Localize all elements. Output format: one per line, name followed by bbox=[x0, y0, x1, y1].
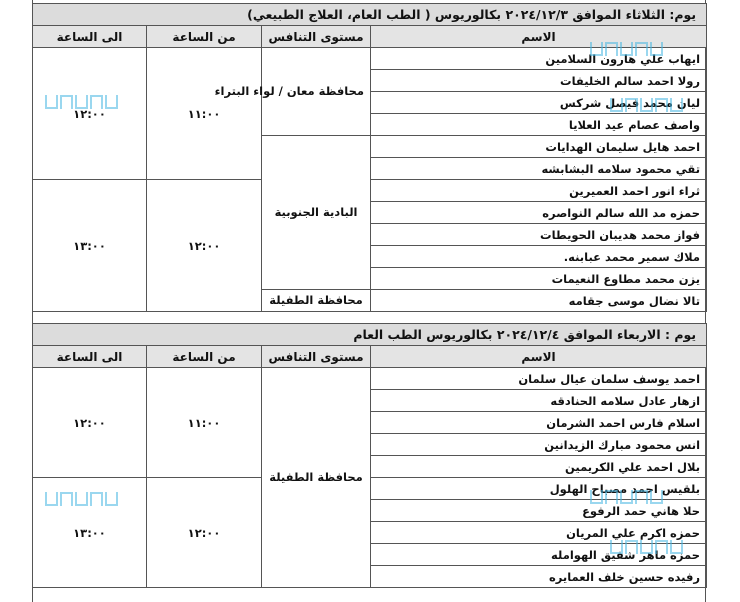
table-row: حمزه مد الله سالم النواصره bbox=[371, 202, 707, 224]
table-row: ازهار عادل سلامه الحنادقه bbox=[371, 390, 707, 412]
level-column-header: مستوى التنافس bbox=[262, 26, 371, 48]
day2-title-row bbox=[33, 324, 707, 346]
day1-title-row bbox=[33, 4, 707, 26]
table-row: فواز محمد هديبان الحويطات bbox=[371, 224, 707, 246]
from-time-cell: ١٢:٠٠ bbox=[147, 180, 262, 312]
day1-title: يوم: الثلاثاء الموافق ٢٠٢٤/١٢/٣ بكالوريوس ( الطب العام، العلاج الطبيعي) bbox=[33, 4, 707, 26]
table-row: حمزه ماهر شفيق الهوامله bbox=[371, 544, 707, 566]
table-row: حلا هاني حمد الرفوع bbox=[371, 500, 707, 522]
table-row: حمزه اكرم علي المريان bbox=[371, 522, 707, 544]
day2-title: يوم : الاربعاء الموافق ٢٠٢٤/١٢/٤ بكالوريوس الطب العام bbox=[33, 324, 707, 346]
table-row: ملاك سمير محمد عبابنه. bbox=[371, 246, 707, 268]
from-time-cell: ١١:٠٠ bbox=[147, 368, 262, 478]
schedule-table-day1 bbox=[32, 3, 707, 312]
table-row: احمد يوسف سلمان عيال سلمان bbox=[371, 368, 707, 390]
table-row: رفيده حسين خلف العمايره bbox=[371, 566, 707, 588]
table-row: رولا احمد سالم الخليفات bbox=[371, 70, 707, 92]
from-column-header: من الساعة bbox=[147, 26, 262, 48]
table-row: واصف عصام عيد العلايا bbox=[371, 114, 707, 136]
table-row: ليان محمد فيصل شركس bbox=[371, 92, 707, 114]
level-cell: محافظة معان / لواء البتراء bbox=[262, 48, 371, 136]
name-column-header: الاسم bbox=[371, 26, 707, 48]
to-time-cell: ١٣:٠٠ bbox=[33, 180, 147, 312]
from-column-header: من الساعة bbox=[147, 346, 262, 368]
table-row: تقي محمود سلامه البشابشه bbox=[371, 158, 707, 180]
table-row: احمد هايل سليمان الهدايات bbox=[371, 136, 707, 158]
to-time-cell: ١٢:٠٠ bbox=[33, 368, 147, 478]
from-time-cell: ١٢:٠٠ bbox=[147, 478, 262, 588]
table-row: انس محمود مبارك الزيدانين bbox=[371, 434, 707, 456]
table-row: ثراء انور احمد العميرين bbox=[371, 180, 707, 202]
to-time-cell: ١٣:٠٠ bbox=[33, 478, 147, 588]
table-row: اسلام فارس احمد الشرمان bbox=[371, 412, 707, 434]
table-row: بلال احمد علي الكريمين bbox=[371, 456, 707, 478]
schedule-table-day2 bbox=[32, 323, 707, 588]
level-cell: محافظة الطفيلة bbox=[262, 368, 371, 588]
level-cell: محافظة الطفيلة bbox=[262, 290, 371, 312]
level-column-header: مستوى التنافس bbox=[262, 346, 371, 368]
day2-header-row bbox=[33, 346, 707, 368]
from-time-cell: ١١:٠٠ bbox=[147, 48, 262, 180]
to-column-header: الى الساعة bbox=[33, 346, 147, 368]
table-row: يزن محمد مطاوع النعيمات bbox=[371, 268, 707, 290]
table-row: ايهاب علي هارون السلامين bbox=[371, 48, 707, 70]
level-cell: البادية الجنوبية bbox=[262, 136, 371, 290]
to-column-header: الى الساعة bbox=[33, 26, 147, 48]
table-row: تالا نضال موسى جقامه bbox=[371, 290, 707, 312]
day1-header-row bbox=[33, 26, 707, 48]
name-column-header: الاسم bbox=[371, 346, 707, 368]
table-row: بلقيس احمد مصباح الهلول bbox=[371, 478, 707, 500]
to-time-cell: ١٢:٠٠ bbox=[33, 48, 147, 180]
